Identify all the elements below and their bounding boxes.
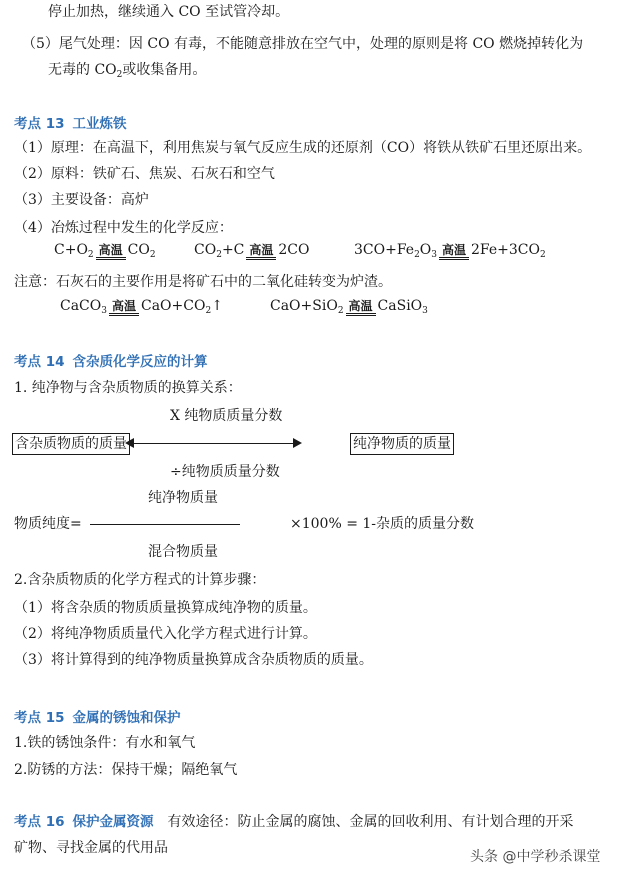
- divide-label: ÷纯物质质量分数: [170, 464, 280, 480]
- step-2: （2）将纯净物质质量代入化学方程式进行计算。: [14, 626, 317, 642]
- note-line: 注意：石灰石的主要作用是将矿石中的二氧化硅转变为炉渣。: [14, 274, 392, 290]
- step-1: （1）将含杂质的物质质量换算成纯净物的质量。: [14, 600, 317, 616]
- equation-4: CaCO$_3$ 高温 $CaO+CO_2↑$: [60, 298, 223, 316]
- section-heading-15: 考点 15 金属的锈蚀和保护: [14, 710, 181, 726]
- section-heading-13: 考点 13 工业炼铁: [14, 116, 127, 132]
- section-16-line: 考点 16 保护金属资源 有效途径：防止金属的腐蚀、金属的回收利用、有计划合理的开采: [14, 814, 574, 830]
- text-line: 1. 纯净物与含杂质物质的换算关系：: [14, 380, 242, 396]
- text-line: 停止加热，继续通入 CO 至试管冷却。: [48, 4, 290, 20]
- conversion-arrow-line: [133, 443, 295, 444]
- fraction-denominator: 混合物质量: [148, 544, 218, 560]
- impure-mass-box: 含杂质物质的质量: [12, 433, 130, 455]
- text-line: 矿物、寻找金属的代用品: [14, 840, 168, 856]
- equation-2: $CO_2+C$ 高温 2CO: [194, 242, 310, 260]
- fraction-bar: [90, 524, 240, 525]
- text-line: （4）冶炼过程中发生的化学反应：: [14, 220, 233, 236]
- text-line: （3）主要设备：高炉: [14, 192, 149, 208]
- purity-label: 物质纯度=: [14, 516, 82, 532]
- watermark: 头条 @中学秒杀课堂: [470, 849, 601, 865]
- equation-5: CaO+SiO$_2$ 高温 CaSiO$_3$: [270, 298, 428, 316]
- text-line: 2.防锈的方法：保持干燥；隔绝氧气: [14, 762, 238, 778]
- text-line: 2.含杂质物质的化学方程式的计算步骤：: [14, 572, 266, 588]
- fraction-numerator: 纯净物质量: [148, 490, 218, 506]
- section-heading-14: 考点 14 含杂质化学反应的计算: [14, 354, 208, 370]
- equation-1: $C+O_2$ 高温 $CO_2$: [54, 242, 156, 260]
- pure-mass-box: 纯净物质的质量: [350, 433, 454, 455]
- text-line: （5）尾气处理：因 CO 有毒，不能随意排放在空气中，处理的原则是将 CO 燃烧掉转化为: [22, 36, 584, 52]
- section-heading-16: 考点 16 保护金属资源: [14, 814, 154, 830]
- multiply-label: X 纯物质质量分数: [170, 408, 283, 424]
- text-line: 1.铁的锈蚀条件：有水和氧气: [14, 735, 196, 751]
- text-line: 无毒的 $CO_2$或收集备用。: [48, 62, 207, 80]
- step-3: （3）将计算得到的纯净物质量换算成含杂质物质的质量。: [14, 652, 373, 668]
- text-line: （2）原料：铁矿石、焦炭、石灰石和空气: [14, 166, 275, 182]
- text-line: （1）原理：在高温下，利用焦炭与氧气反应生成的还原剂（CO）将铁从铁矿石里还原出来。: [14, 140, 592, 156]
- arrow-right-icon: [293, 438, 302, 448]
- equation-3: $3CO+Fe_2O_3$ 高温 $2Fe+3CO_2$: [354, 242, 546, 260]
- purity-percent: ×100% = 1-杂质的质量分数: [290, 516, 475, 532]
